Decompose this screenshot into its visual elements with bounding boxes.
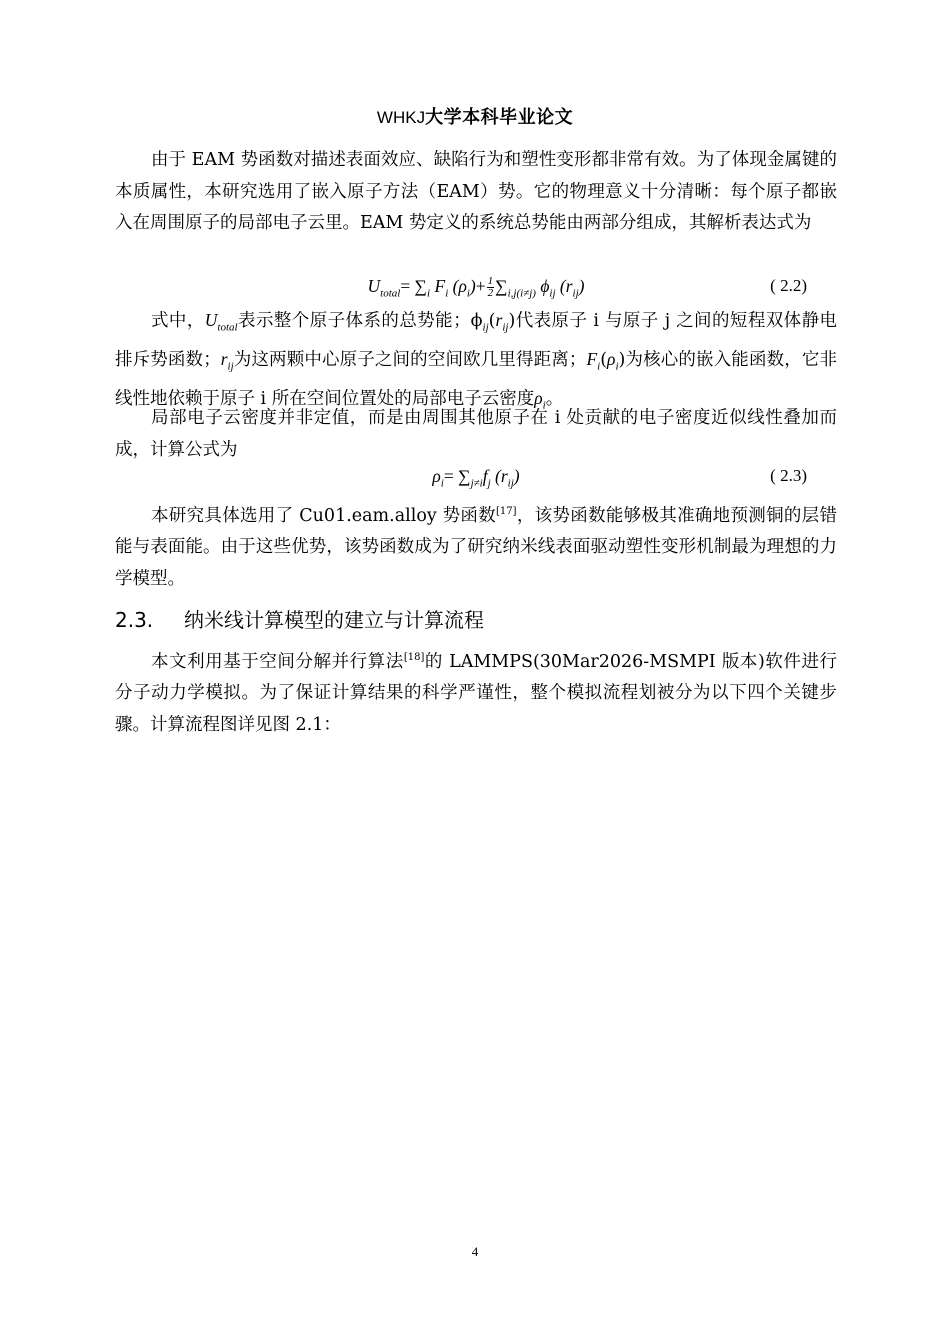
citation-18: [18] [403,652,425,663]
equation-2-2 [115,274,837,306]
section-title: 纳米线计算模型的建立与计算流程 [184,608,484,632]
paragraph-potential-choice: 本研究具体选用了 Cu01.eam.alloy 势函数[17]，该势函数能够极其准确地预测铜的层错能与表面能。由于这些优势，该势函数成为了研究纳米线表面驱动塑性变形机制最为理想的力学模型。 [115,505,837,589]
equation-2-3-formula: $\rho_i= \sum_{j\ne i}f_j$ $(r_{ij})$ [432,466,520,490]
equation-2-2-formula: $U_{total}= \sum_i$ $F_i$ $(\rho_i)+$ $\frac{1}{2}$ $\sum_{i,j(i\ne j)}$ $\phi_{ij}$ $(r_{ij})$ [367,275,585,300]
header-thesis-title: 大学本科毕业论文 [425,107,574,128]
citation-17: [17] [496,506,517,517]
paragraph-eam-intro: 由于 EAM 势函数对描述表面效应、缺陷行为和塑性变形都非常有效。为了体现金属键的本质属性，本研究选用了嵌入原子方法（EAM）势。它的物理意义十分清晰：每个原子都嵌入在周围原子的局部电子云里。EAM 势定义的系统总势能由两部分组成，其解析表达式为 [115,150,837,233]
header-institution: WHKJ [376,108,426,127]
paragraph-electron-density: 局部电子云密度并非定值，而是由周围其他原子在 i 处贡献的电子密度近似线性叠加而成，计算公式为 [115,408,837,460]
section-number: 2.3. [115,608,154,632]
section-heading [115,604,837,633]
running-header [0,103,950,129]
fraction-one-half: $\frac{1}{2}$ [487,275,494,300]
equation-2-3 [115,464,837,496]
page-number: 4 [471,1244,479,1259]
equation-2-2-number: ( 2.2) [770,276,807,295]
equation-2-3-number: ( 2.3) [770,466,807,485]
paragraph-symbol-definitions: 式中，$U_{total}$表示整个原子体系的总势能；$\phi_{ij}(r_{ij})$代表原子 i 与原子 j 之间的短程双体静电排斥势函数；$r_{ij}$为这两颗中心原子之间的空间欧几里得距离；$F_i(\rho_i)$为核心的嵌入能函数，它非线性地依赖于原子 i 所在空间位置处的局部电子云密度$\rho_i$。 [115,310,838,412]
paragraph-lammps-workflow: 本文利用基于空间分解并行算法[18]的 LAMMPS(30Mar2026-MSMPI 版本)软件进行分子动力学模拟。为了保证计算结果的科学严谨性，整个模拟流程划被分为以下四个关键步骤。计算流程图详见图 2.1： [115,651,838,735]
